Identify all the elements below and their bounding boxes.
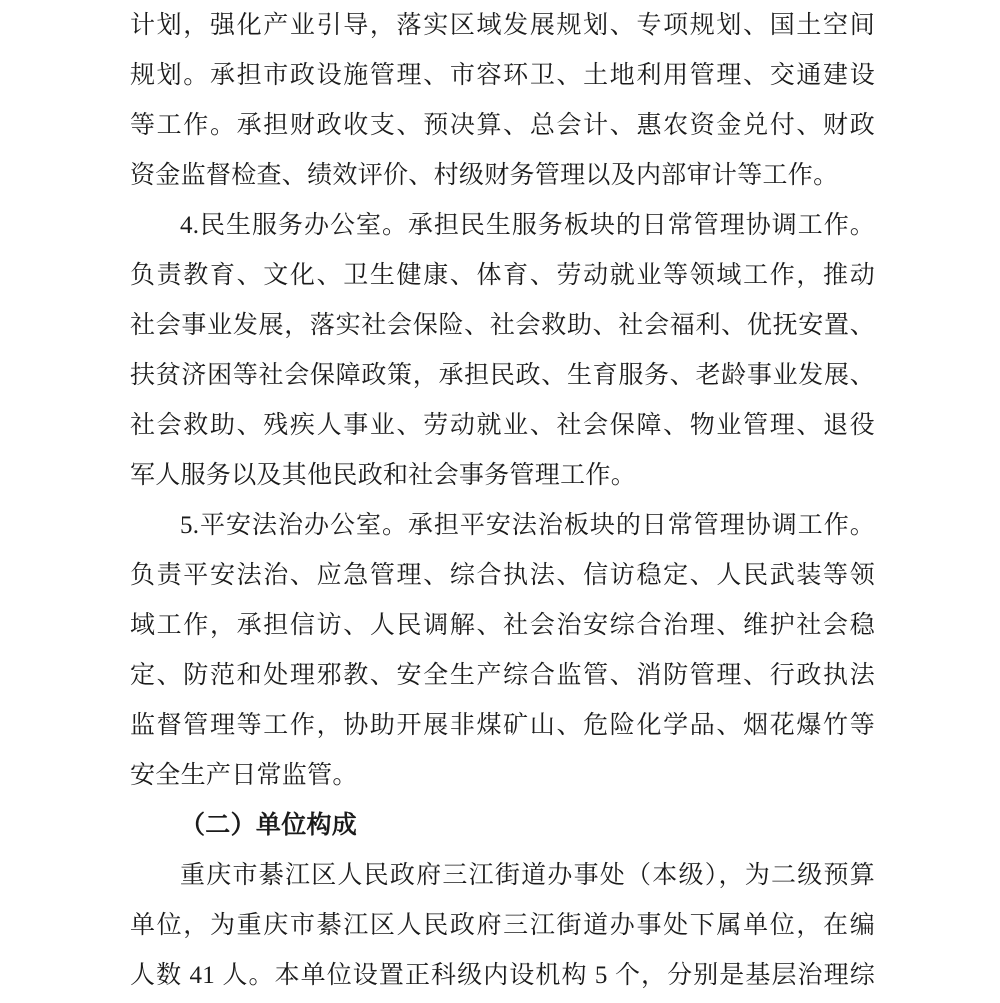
paragraph-line: 监督管理等工作，协助开展非煤矿山、危险化学品、烟花爆竹等 [130,712,875,739]
paragraph-line: 定、防范和处理邪教、安全生产综合监管、消防管理、行政执法 [130,662,875,689]
paragraph-line: 负责教育、文化、卫生健康、体育、劳动就业等领域工作，推动 [130,262,875,289]
paragraph-line: 社会事业发展，落实社会保险、社会救助、社会福利、优抚安置、 [130,312,875,339]
paragraph-line: 单位，为重庆市綦江区人民政府三江街道办事处下属单位，在编 [130,912,875,939]
paragraph-line: 军人服务以及其他民政和社会事务管理工作。 [130,462,637,489]
paragraph-unit-composition-body [130,851,875,1001]
paragraph-line: 资金监督检查、绩效评价、村级财务管理以及内部审计等工作。 [130,162,839,189]
paragraph-minsheng-office [130,201,875,501]
paragraph-line: 5.平安法治办公室。承担平安法治板块的日常管理协调工作。 [180,512,875,539]
paragraph-pingan-fazhi-office [130,501,875,801]
paragraph-line: 规划。承担市政设施管理、市容环卫、土地利用管理、交通建设 [130,62,875,89]
paragraph-line: 安全生产日常监管。 [130,762,358,789]
paragraph-line: 等工作。承担财政收支、预决算、总会计、惠农资金兑付、财政 [130,112,875,139]
paragraph-line: 人数 41 人。本单位设置正科级内设机构 5 个，分别是基层治理综 [130,962,875,989]
paragraph-line: 计划，强化产业引导，落实区域发展规划、专项规划、国土空间 [130,12,875,39]
paragraph-line: 扶贫济困等社会保障政策，承担民政、生育服务、老龄事业发展、 [130,362,875,389]
paragraph-line: 重庆市綦江区人民政府三江街道办事处（本级），为二级预算 [180,862,875,889]
paragraph-line: 负责平安法治、应急管理、综合执法、信访稳定、人民武装等领 [130,562,875,589]
section-heading: （二）单位构成 [180,812,358,839]
section-unit-composition [130,801,875,851]
paragraph-planning-finance [130,1,875,201]
paragraph-line: 域工作，承担信访、人民调解、社会治安综合治理、维护社会稳 [130,612,875,639]
paragraph-line: 社会救助、残疾人事业、劳动就业、社会保障、物业管理、退役 [130,412,875,439]
paragraph-line: 4.民生服务办公室。承担民生服务板块的日常管理协调工作。 [180,212,875,239]
